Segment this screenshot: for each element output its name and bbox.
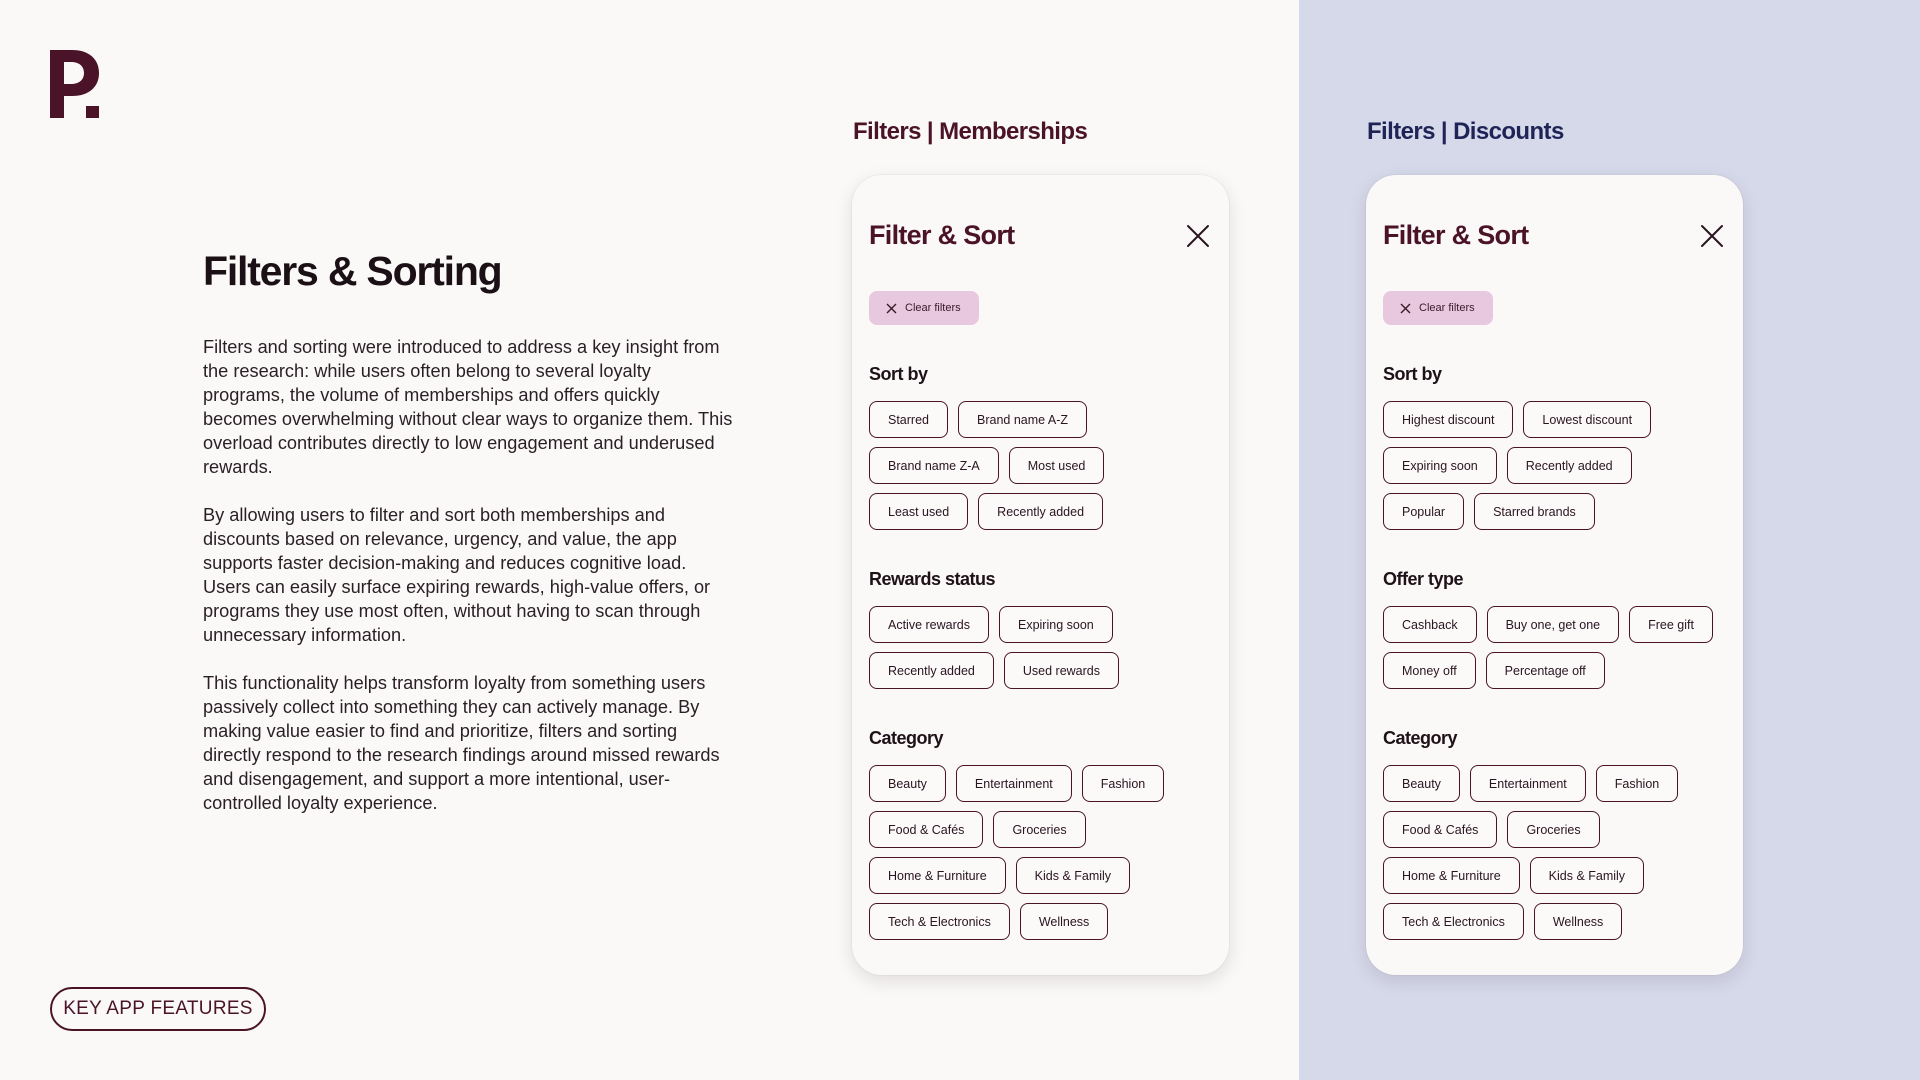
close-button[interactable]: [1698, 222, 1726, 250]
paragraph: This functionality helps transform loyalty from something users passively collect into something they can actively manage. By making value easier to find and prioritize, filters and sorting directly respond to the research findings around missed rewards and disengagement, and support a more intentional, user-controlled loyalty experience.: [203, 673, 720, 813]
sort-chip[interactable]: Starred: [869, 401, 948, 438]
memberships-caption: Filters | Memberships: [853, 118, 1088, 145]
category-row: [869, 857, 1130, 894]
memberships-filter-panel: [852, 175, 1229, 975]
category-chip[interactable]: Entertainment: [956, 765, 1072, 802]
sort-chip[interactable]: Brand name A-Z: [958, 401, 1087, 438]
category-chip[interactable]: Kids & Family: [1016, 857, 1130, 894]
category-chip[interactable]: Tech & Electronics: [869, 903, 1010, 940]
clear-filters-label: Clear filters: [905, 302, 961, 314]
category-row: [869, 765, 1164, 802]
offer-chip[interactable]: Free gift: [1629, 606, 1713, 643]
sort-row: [1383, 493, 1595, 530]
category-row: [1383, 765, 1678, 802]
page-heading: Filters & Sorting: [203, 248, 502, 294]
sort-chip[interactable]: Recently added: [978, 493, 1103, 530]
category-row: [1383, 903, 1622, 940]
clear-filters-button[interactable]: [1383, 291, 1493, 325]
close-icon: [886, 303, 897, 314]
sort-chip[interactable]: Popular: [1383, 493, 1464, 530]
category-chip[interactable]: Beauty: [1383, 765, 1460, 802]
category-chip[interactable]: Food & Cafés: [869, 811, 983, 848]
panel-title: Filter & Sort: [1383, 220, 1529, 250]
category-chip[interactable]: Kids & Family: [1530, 857, 1644, 894]
category-title: Category: [1383, 728, 1458, 748]
offer-chip[interactable]: Percentage off: [1486, 652, 1605, 689]
category-chip[interactable]: Home & Furniture: [1383, 857, 1520, 894]
sort-chip[interactable]: Starred brands: [1474, 493, 1595, 530]
sort-chip[interactable]: Highest discount: [1383, 401, 1513, 438]
sort-chip[interactable]: Most used: [1009, 447, 1105, 484]
sort-row: [869, 493, 1103, 530]
sort-chip[interactable]: Brand name Z-A: [869, 447, 999, 484]
sort-row: [1383, 401, 1651, 438]
offer-chip[interactable]: Money off: [1383, 652, 1476, 689]
category-chip[interactable]: Fashion: [1082, 765, 1164, 802]
offer-row: [1383, 652, 1605, 689]
sort-chip[interactable]: Lowest discount: [1523, 401, 1651, 438]
category-row: [869, 811, 1086, 848]
category-chip[interactable]: Fashion: [1596, 765, 1678, 802]
category-chip[interactable]: Tech & Electronics: [1383, 903, 1524, 940]
status-chip[interactable]: Active rewards: [869, 606, 989, 643]
sort-chip[interactable]: Least used: [869, 493, 968, 530]
panel-title: Filter & Sort: [869, 220, 1015, 250]
paragraph: By allowing users to filter and sort both memberships and discounts based on relevance, urgency, and value, the app supports faster decision-making and reduces cognitive load. Users can easily surface expiring rewards, high-value offers, or programs they use most often, without having to scan through unnecessary information.: [203, 505, 711, 645]
key-app-features-tag: KEY APP FEATURES: [50, 987, 266, 1031]
category-chip[interactable]: Food & Cafés: [1383, 811, 1497, 848]
sort-by-title: Sort by: [869, 364, 928, 384]
discounts-caption: Filters | Discounts: [1367, 118, 1564, 145]
category-chip[interactable]: Groceries: [1507, 811, 1599, 848]
rewards-status-title: Rewards status: [869, 569, 996, 589]
close-button[interactable]: [1184, 222, 1212, 250]
close-icon: [1400, 303, 1411, 314]
offer-type-title: Offer type: [1383, 569, 1464, 589]
status-chip[interactable]: Expiring soon: [999, 606, 1113, 643]
status-row: [869, 652, 1119, 689]
status-chip[interactable]: Recently added: [869, 652, 994, 689]
offer-chip[interactable]: Buy one, get one: [1487, 606, 1620, 643]
category-chip[interactable]: Groceries: [993, 811, 1085, 848]
sort-chip[interactable]: Recently added: [1507, 447, 1632, 484]
category-chip[interactable]: Wellness: [1020, 903, 1108, 940]
sort-row: [869, 447, 1104, 484]
offer-row: [1383, 606, 1713, 643]
category-chip[interactable]: Beauty: [869, 765, 946, 802]
status-row: [869, 606, 1113, 643]
category-row: [1383, 811, 1600, 848]
category-chip[interactable]: Entertainment: [1470, 765, 1586, 802]
discounts-filter-panel: [1366, 175, 1743, 975]
category-chip[interactable]: Wellness: [1534, 903, 1622, 940]
close-icon: [1186, 224, 1210, 248]
description: [203, 335, 733, 839]
category-chip[interactable]: Home & Furniture: [869, 857, 1006, 894]
sort-by-title: Sort by: [1383, 364, 1442, 384]
close-icon: [1700, 224, 1724, 248]
clear-filters-label: Clear filters: [1419, 302, 1475, 314]
paragraph: Filters and sorting were introduced to address a key insight from the research: while users often belong to several loyalty programs, the volume of memberships and offers quickly becomes overwhelming without clear ways to organize them. This overload contributes directly to low engagement and underused rewards.: [203, 337, 733, 477]
brand-p-logo-icon: [50, 50, 100, 120]
category-row: [869, 903, 1108, 940]
category-title: Category: [869, 728, 944, 748]
status-chip[interactable]: Used rewards: [1004, 652, 1119, 689]
category-row: [1383, 857, 1644, 894]
offer-chip[interactable]: Cashback: [1383, 606, 1477, 643]
clear-filters-button[interactable]: [869, 291, 979, 325]
sort-row: [869, 401, 1087, 438]
sort-chip[interactable]: Expiring soon: [1383, 447, 1497, 484]
sort-row: [1383, 447, 1632, 484]
